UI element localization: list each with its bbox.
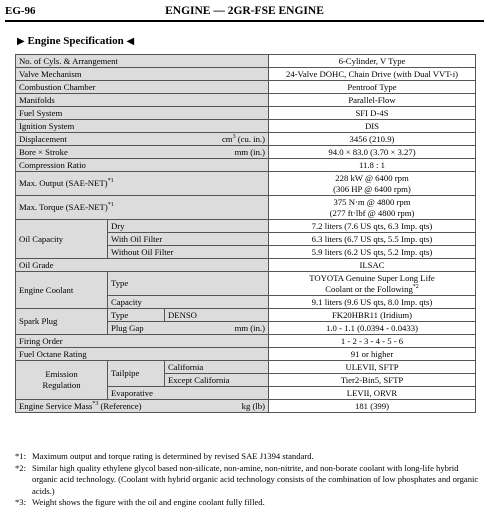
mass-footnote-mark: *3 [92, 400, 99, 407]
displacement-unit-post: (cu. in.) [235, 133, 265, 144]
table-row [16, 146, 476, 159]
output-value-line2: (306 HP @ 6400 rpm) [333, 183, 411, 194]
cyls-value: 6-Cylinder, V Type [269, 55, 476, 68]
plug-gap-unit: mm (in.) [234, 322, 265, 333]
output-value [269, 172, 476, 196]
oil-with-filter-value: 6.3 liters (6.7 US qts, 5.5 Imp. qts) [269, 233, 476, 246]
combustion-label: Combustion Chamber [16, 81, 269, 94]
except-california-label: Except California [165, 374, 269, 387]
table-row [16, 348, 476, 361]
tailpipe-label: Tailpipe [108, 361, 165, 387]
torque-footnote-mark: *1 [107, 202, 114, 209]
coolant-type-line2 [272, 284, 472, 295]
table-row [16, 81, 476, 94]
mass-unit: kg (lb) [241, 400, 265, 411]
page-header [5, 0, 484, 22]
emission-label [16, 361, 108, 400]
output-footnote-mark: *1 [107, 178, 114, 185]
coolant-capacity-label: Capacity [108, 296, 269, 309]
page-title: ENGINE — 2GR-FSE ENGINE [165, 5, 324, 17]
oil-capacity-label: Oil Capacity [16, 220, 108, 259]
ignition-value: DIS [269, 120, 476, 133]
california-value: ULEVII, SFTP [269, 361, 476, 374]
table-row [16, 120, 476, 133]
footnote-mark: *2: [15, 462, 26, 473]
table-row [16, 259, 476, 272]
footnotes [15, 451, 483, 509]
coolant-capacity-value: 9.1 liters (9.6 US qts, 8.0 Imp. qts) [269, 296, 476, 309]
table-row [16, 361, 476, 374]
bore-value: 94.0 × 83.0 (3.70 × 3.27) [269, 146, 476, 159]
evaporative-label: Evaporative [108, 387, 269, 400]
displacement-label-text: Displacement [19, 133, 67, 144]
table-row [16, 133, 476, 146]
table-row [16, 159, 476, 172]
firing-label: Firing Order [16, 335, 269, 348]
table-row [16, 107, 476, 120]
table-row [16, 272, 476, 296]
ignition-label: Ignition System [16, 120, 269, 133]
section-title [17, 35, 134, 47]
bore-label-text: Bore × Stroke [19, 146, 68, 157]
mass-label-group [19, 401, 142, 412]
table-row [16, 94, 476, 107]
compression-label: Compression Ratio [16, 159, 269, 172]
output-label [16, 172, 269, 196]
manifolds-label: Manifolds [16, 94, 269, 107]
firing-value: 1 - 2 - 3 - 4 - 5 - 6 [269, 335, 476, 348]
manifolds-value: Parallel-Flow [269, 94, 476, 107]
torque-label-text: Max. Torque (SAE-NET) [19, 202, 108, 212]
valve-value: 24-Valve DOHC, Chain Drive (with Dual VVT-i) [269, 68, 476, 81]
coolant-label: Engine Coolant [16, 272, 108, 309]
torque-value [269, 196, 476, 220]
except-california-value: Tier2-Bin5, SFTP [269, 374, 476, 387]
mass-label [16, 400, 269, 413]
emission-label-line2: Regulation [42, 380, 81, 390]
displacement-unit [222, 134, 265, 145]
section-title-text: Engine Specification [27, 35, 124, 47]
footnote [15, 497, 483, 509]
oil-without-filter-label: Without Oil Filter [108, 246, 269, 259]
spark-plug-label: Spark Plug [16, 309, 108, 335]
coolant-type-line1: TOYOTA Genuine Super Long Life [309, 272, 435, 283]
footnote-mark: *3: [15, 497, 26, 507]
coolant-type-label: Type [108, 272, 269, 296]
spark-type-label: Type [108, 309, 165, 322]
oil-grade-label: Oil Grade [16, 259, 269, 272]
plug-gap-label-text: Plug Gap [111, 322, 144, 333]
table-row [16, 68, 476, 81]
table-row [16, 220, 476, 233]
california-label: California [165, 361, 269, 374]
oil-dry-label: Dry [108, 220, 269, 233]
page-code: EG-96 [5, 5, 36, 17]
evaporative-value: LEVII, ORVR [269, 387, 476, 400]
mass-label-text: Engine Service Mass [19, 400, 93, 411]
footnote [15, 463, 483, 498]
octane-label: Fuel Octane Rating [16, 348, 269, 361]
cyls-label: No. of Cyls. & Arrangement [16, 55, 269, 68]
mass-value: 181 (399) [269, 400, 476, 413]
spark-maker: DENSO [165, 309, 269, 322]
table-row [16, 55, 476, 68]
footnote [15, 451, 483, 463]
fuel-system-label: Fuel System [16, 107, 269, 120]
bore-unit: mm (in.) [234, 146, 265, 157]
output-label-text: Max. Output (SAE-NET) [19, 178, 108, 188]
torque-value-line1: 375 N·m @ 4800 rpm [333, 196, 411, 207]
footnote-text: Maximum output and torque rating is determined by revised SAE J1394 standard. [32, 451, 314, 461]
bore-label [16, 146, 269, 159]
coolant-type-value [269, 272, 476, 296]
triangle-right-icon: ▶ [17, 36, 25, 47]
mass-label-post: (Reference) [98, 400, 142, 411]
displacement-unit-pre: cm [221, 133, 233, 144]
valve-label: Valve Mechanism [16, 68, 269, 81]
displacement-label [16, 133, 269, 146]
plug-gap-label [108, 322, 269, 335]
triangle-left-icon: ◀ [126, 36, 135, 47]
footnote-text: Weight shows the figure with the oil and engine coolant fully filled. [32, 497, 265, 507]
compression-value: 11.8 : 1 [269, 159, 476, 172]
oil-without-filter-value: 5.9 liters (6.2 US qts, 5.2 Imp. qts) [269, 246, 476, 259]
table-row [16, 335, 476, 348]
torque-label [16, 196, 269, 220]
spec-table [15, 54, 476, 413]
displacement-value: 3456 (210.9) [269, 133, 476, 146]
oil-dry-value: 7.2 liters (7.6 US qts, 6.3 Imp. qts) [269, 220, 476, 233]
octane-value: 91 or higher [269, 348, 476, 361]
emission-label-line1: Emission [45, 369, 78, 379]
table-row [16, 172, 476, 196]
coolant-type-line2-text: Coolant or the Following [325, 283, 413, 294]
displacement-unit-sup: 3 [232, 133, 236, 140]
footnote-text: Similar high quality ethylene glycol based non-silicate, non-amine, non-nitrite, and non-borate coolant with long-life hybrid organic acid technology. (Coolant with hybrid organic acid technology consists of the combination of low phosphates and organic acids.) [32, 462, 479, 496]
torque-value-line2: (277 ft·lbf @ 4800 rpm) [329, 207, 415, 218]
spark-type-value: FK20HBR11 (Iridium) [269, 309, 476, 322]
oil-with-filter-label: With Oil Filter [108, 233, 269, 246]
combustion-value: Pentroof Type [269, 81, 476, 94]
table-row [16, 400, 476, 413]
coolant-footnote-mark: *2 [412, 283, 419, 290]
oil-grade-value: ILSAC [269, 259, 476, 272]
plug-gap-value: 1.0 - 1.1 (0.0394 - 0.0433) [269, 322, 476, 335]
table-row [16, 196, 476, 220]
footnote-mark: *1: [15, 451, 26, 461]
table-row [16, 309, 476, 322]
fuel-system-value: SFI D-4S [269, 107, 476, 120]
output-value-line1: 228 kW @ 6400 rpm [335, 172, 409, 183]
